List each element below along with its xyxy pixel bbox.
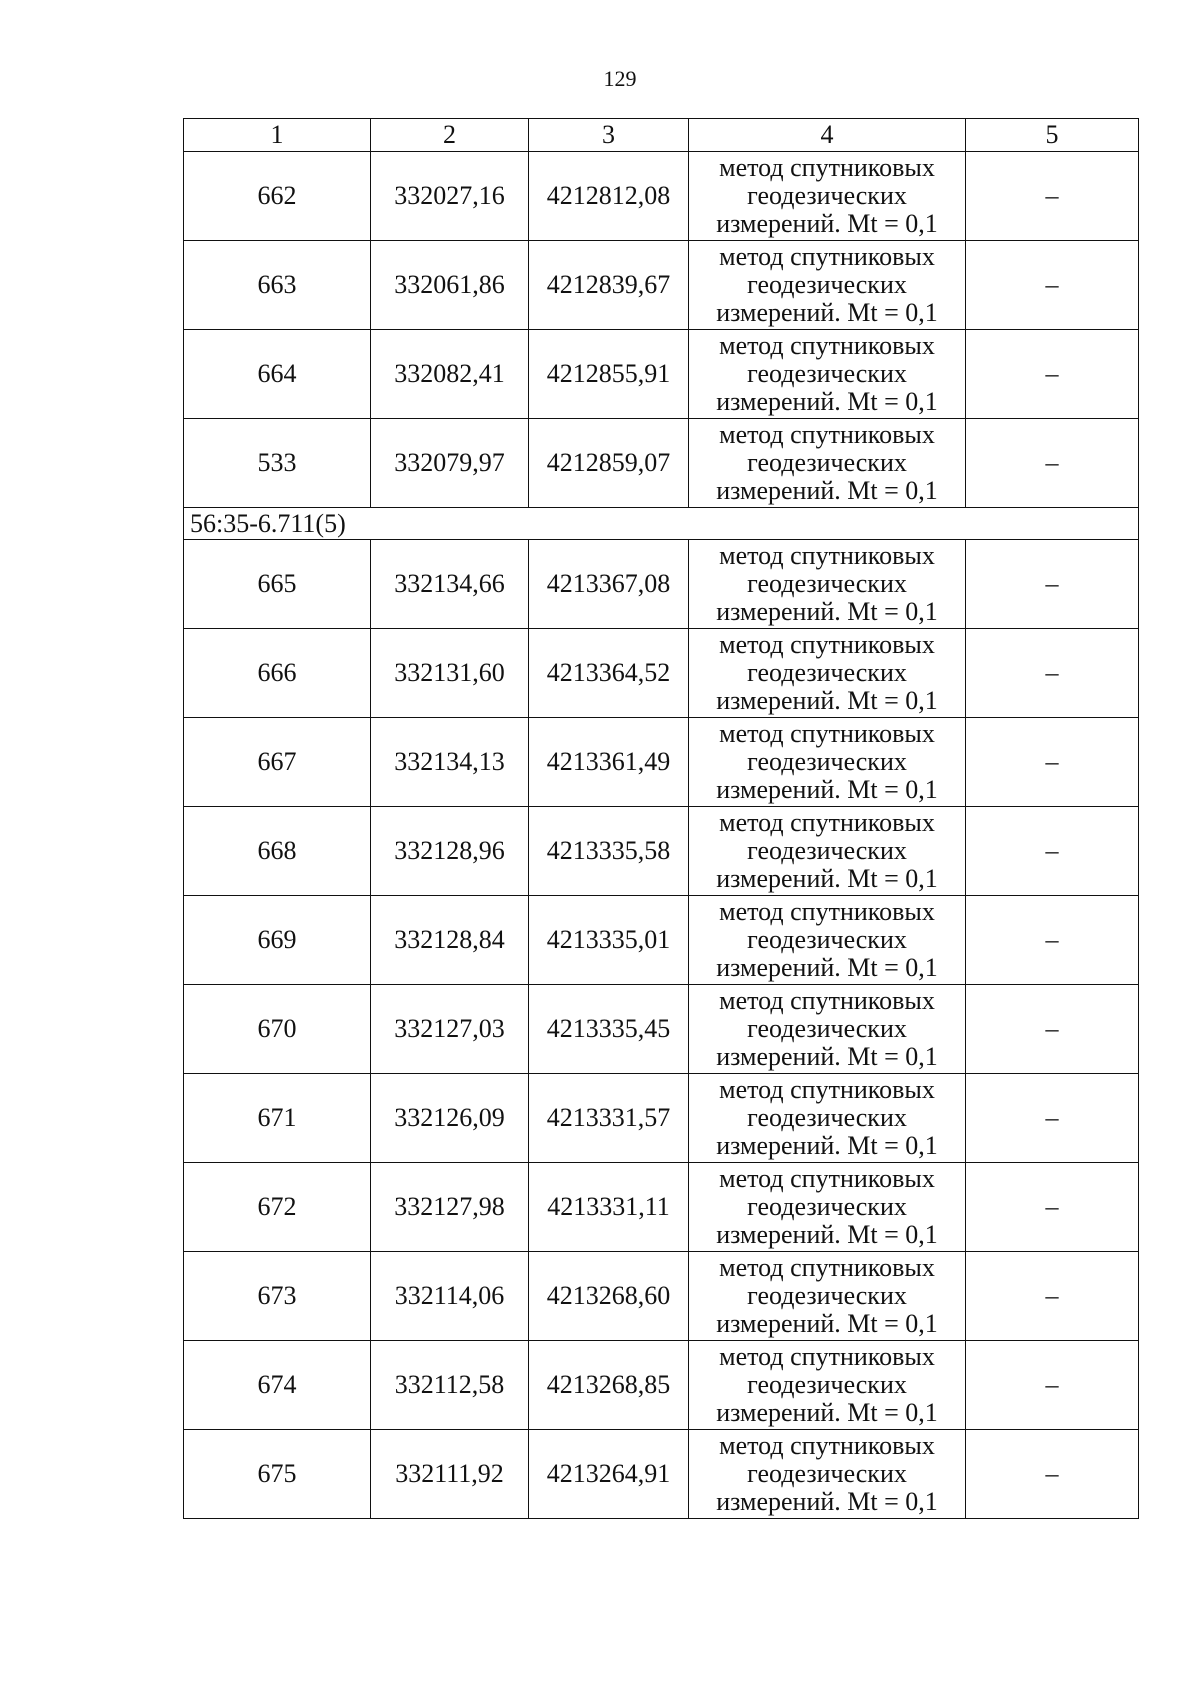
method-cell: метод спутниковых геодезических измерений. Mt = 0,1 — [689, 540, 966, 629]
y-value-cell: 4213367,08 — [529, 540, 689, 629]
point-number-cell: 667 — [184, 718, 371, 807]
note-cell: – — [966, 718, 1139, 807]
note-cell: – — [966, 152, 1139, 241]
table-row — [184, 1252, 1139, 1341]
method-cell: метод спутниковых геодезических измерений. Mt = 0,1 — [689, 241, 966, 330]
x-value-cell: 332112,58 — [371, 1341, 529, 1430]
header-cell-3: 3 — [529, 119, 689, 152]
table-row — [184, 807, 1139, 896]
note-cell: – — [966, 1163, 1139, 1252]
method-cell: метод спутниковых геодезических измерений. Mt = 0,1 — [689, 1074, 966, 1163]
note-cell: – — [966, 241, 1139, 330]
method-cell: метод спутниковых геодезических измерений. Mt = 0,1 — [689, 330, 966, 419]
y-value-cell: 4213264,91 — [529, 1430, 689, 1519]
point-number-cell: 665 — [184, 540, 371, 629]
point-number-cell: 666 — [184, 629, 371, 718]
x-value-cell: 332114,06 — [371, 1252, 529, 1341]
coordinates-table — [183, 118, 1139, 1519]
method-cell: метод спутниковых геодезических измерений. Mt = 0,1 — [689, 629, 966, 718]
point-number-cell: 662 — [184, 152, 371, 241]
table-row — [184, 330, 1139, 419]
point-number-cell: 663 — [184, 241, 371, 330]
header-cell-4: 4 — [689, 119, 966, 152]
x-value-cell: 332127,03 — [371, 985, 529, 1074]
x-value-cell: 332079,97 — [371, 419, 529, 508]
point-number-cell: 669 — [184, 896, 371, 985]
note-cell: – — [966, 629, 1139, 718]
header-cell-2: 2 — [371, 119, 529, 152]
x-value-cell: 332128,84 — [371, 896, 529, 985]
x-value-cell: 332061,86 — [371, 241, 529, 330]
table-row — [184, 718, 1139, 807]
method-cell: метод спутниковых геодезических измерений. Mt = 0,1 — [689, 718, 966, 807]
table-row — [184, 1341, 1139, 1430]
note-cell: – — [966, 896, 1139, 985]
table-body — [184, 152, 1139, 1519]
table-row — [184, 540, 1139, 629]
method-cell: метод спутниковых геодезических измерений. Mt = 0,1 — [689, 152, 966, 241]
method-cell: метод спутниковых геодезических измерений. Mt = 0,1 — [689, 896, 966, 985]
x-value-cell: 332111,92 — [371, 1430, 529, 1519]
x-value-cell: 332127,98 — [371, 1163, 529, 1252]
x-value-cell: 332131,60 — [371, 629, 529, 718]
point-number-cell: 674 — [184, 1341, 371, 1430]
section-label: 56:35-6.711(5) — [184, 508, 1139, 540]
table-row — [184, 419, 1139, 508]
y-value-cell: 4213331,57 — [529, 1074, 689, 1163]
x-value-cell: 332128,96 — [371, 807, 529, 896]
x-value-cell: 332082,41 — [371, 330, 529, 419]
note-cell: – — [966, 1341, 1139, 1430]
y-value-cell: 4213364,52 — [529, 629, 689, 718]
table-row — [184, 896, 1139, 985]
y-value-cell: 4213335,45 — [529, 985, 689, 1074]
point-number-cell: 675 — [184, 1430, 371, 1519]
method-cell: метод спутниковых геодезических измерений. Mt = 0,1 — [689, 1252, 966, 1341]
table-row — [184, 152, 1139, 241]
method-cell: метод спутниковых геодезических измерений. Mt = 0,1 — [689, 985, 966, 1074]
note-cell: – — [966, 330, 1139, 419]
note-cell: – — [966, 1430, 1139, 1519]
note-cell: – — [966, 540, 1139, 629]
x-value-cell: 332126,09 — [371, 1074, 529, 1163]
table-row — [184, 241, 1139, 330]
point-number-cell: 672 — [184, 1163, 371, 1252]
note-cell: – — [966, 985, 1139, 1074]
table-row — [184, 629, 1139, 718]
table-row — [184, 1163, 1139, 1252]
y-value-cell: 4213268,85 — [529, 1341, 689, 1430]
table-row — [184, 1430, 1139, 1519]
y-value-cell: 4213335,58 — [529, 807, 689, 896]
method-cell: метод спутниковых геодезических измерений. Mt = 0,1 — [689, 419, 966, 508]
method-cell: метод спутниковых геодезических измерений. Mt = 0,1 — [689, 1430, 966, 1519]
method-cell: метод спутниковых геодезических измерений. Mt = 0,1 — [689, 807, 966, 896]
y-value-cell: 4212839,67 — [529, 241, 689, 330]
header-cell-1: 1 — [184, 119, 371, 152]
point-number-cell: 670 — [184, 985, 371, 1074]
table-row — [184, 985, 1139, 1074]
point-number-cell: 533 — [184, 419, 371, 508]
y-value-cell: 4213335,01 — [529, 896, 689, 985]
table-row — [184, 1074, 1139, 1163]
page-number: 129 — [603, 66, 637, 91]
y-value-cell: 4213331,11 — [529, 1163, 689, 1252]
y-value-cell: 4212855,91 — [529, 330, 689, 419]
header-cell-5: 5 — [966, 119, 1139, 152]
note-cell: – — [966, 1252, 1139, 1341]
point-number-cell: 668 — [184, 807, 371, 896]
y-value-cell: 4212859,07 — [529, 419, 689, 508]
note-cell: – — [966, 1074, 1139, 1163]
y-value-cell: 4212812,08 — [529, 152, 689, 241]
x-value-cell: 332134,13 — [371, 718, 529, 807]
note-cell: – — [966, 807, 1139, 896]
y-value-cell: 4213268,60 — [529, 1252, 689, 1341]
method-cell: метод спутниковых геодезических измерений. Mt = 0,1 — [689, 1163, 966, 1252]
x-value-cell: 332134,66 — [371, 540, 529, 629]
point-number-cell: 664 — [184, 330, 371, 419]
x-value-cell: 332027,16 — [371, 152, 529, 241]
method-cell: метод спутниковых геодезических измерений. Mt = 0,1 — [689, 1341, 966, 1430]
y-value-cell: 4213361,49 — [529, 718, 689, 807]
point-number-cell: 673 — [184, 1252, 371, 1341]
note-cell: – — [966, 419, 1139, 508]
header-row — [184, 119, 1139, 152]
point-number-cell: 671 — [184, 1074, 371, 1163]
section-row — [184, 508, 1139, 540]
